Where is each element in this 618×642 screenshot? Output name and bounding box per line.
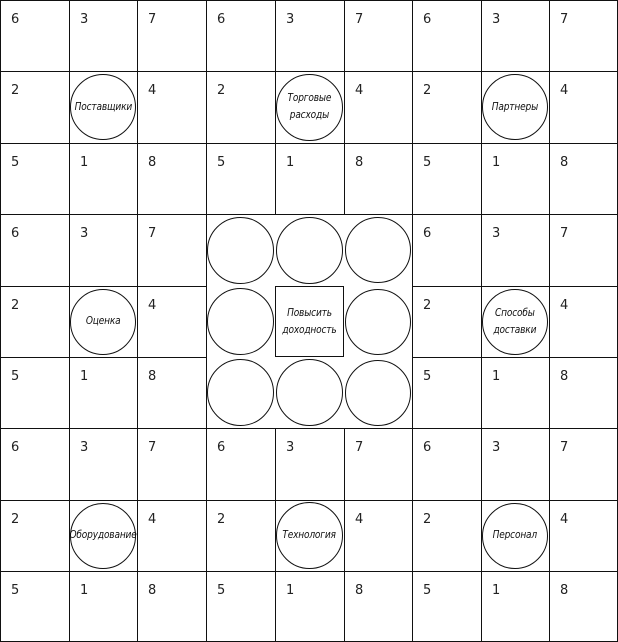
- cell-number: 7: [560, 226, 569, 241]
- cell-number: 4: [148, 298, 157, 313]
- grid-cell: [137, 428, 206, 500]
- grid-cell: [549, 286, 618, 357]
- grid-cell: [0, 0, 69, 71]
- grid-cell: [0, 571, 69, 642]
- central-goal-box: [275, 286, 344, 357]
- empty-circle: [207, 288, 274, 355]
- grid-cell: [69, 143, 137, 214]
- cell-number: 2: [11, 298, 20, 313]
- cell-number: 5: [217, 155, 226, 170]
- topic-circle: [482, 503, 548, 569]
- cell-number: 1: [492, 583, 501, 598]
- central-goal-label: Повысить доходность: [282, 306, 337, 336]
- grid-cell: [0, 71, 69, 143]
- cell-number: 7: [148, 12, 157, 27]
- cell-number: 1: [492, 369, 501, 384]
- cell-number: 7: [148, 226, 157, 241]
- empty-circle: [207, 359, 274, 426]
- cell-number: 5: [11, 583, 20, 598]
- cell-number: 2: [11, 83, 20, 98]
- grid-cell: [0, 286, 69, 357]
- cell-number: 3: [286, 12, 295, 27]
- grid-cell: [206, 0, 275, 71]
- grid-cell: [412, 428, 481, 500]
- cell-number: 8: [355, 583, 364, 598]
- cell-number: 3: [492, 440, 501, 455]
- grid-cell: [0, 357, 69, 428]
- cell-number: 4: [355, 83, 364, 98]
- grid-cell: [69, 214, 137, 286]
- grid-cell: [275, 0, 344, 71]
- topic-circle: [70, 74, 136, 140]
- topic-circle: [70, 289, 136, 355]
- grid-cell: [412, 500, 481, 571]
- cell-number: 6: [11, 12, 20, 27]
- cell-number: 6: [11, 226, 20, 241]
- topic-circle: [70, 503, 136, 569]
- grid-cell: [137, 214, 206, 286]
- grid-cell: [0, 500, 69, 571]
- cell-number: 5: [423, 369, 432, 384]
- cell-number: 6: [423, 440, 432, 455]
- cell-number: 6: [423, 226, 432, 241]
- grid-cell: [412, 286, 481, 357]
- cell-number: 2: [11, 512, 20, 527]
- grid-cell: [549, 500, 618, 571]
- grid-cell: [0, 428, 69, 500]
- topic-label: Способы доставки: [493, 306, 537, 336]
- topic-circle: [482, 289, 548, 355]
- cell-number: 5: [11, 155, 20, 170]
- cell-number: 6: [217, 440, 226, 455]
- grid-cell: [137, 500, 206, 571]
- cell-number: 7: [148, 440, 157, 455]
- cell-number: 4: [148, 83, 157, 98]
- topic-label: Технология: [282, 529, 337, 541]
- cell-number: 8: [560, 369, 569, 384]
- cell-number: 7: [560, 440, 569, 455]
- cell-number: 1: [80, 583, 89, 598]
- grid-cell: [481, 571, 549, 642]
- topic-circle: [276, 74, 343, 141]
- grid-cell: [137, 357, 206, 428]
- grid-cell: [344, 428, 412, 500]
- cell-number: 4: [560, 512, 569, 527]
- grid-cell: [69, 357, 137, 428]
- cell-number: 1: [80, 369, 89, 384]
- cell-number: 4: [560, 298, 569, 313]
- grid-cell: [275, 571, 344, 642]
- cell-number: 3: [492, 226, 501, 241]
- grid-cell: [549, 571, 618, 642]
- cell-number: 7: [560, 12, 569, 27]
- grid-cell: [481, 357, 549, 428]
- cell-number: 8: [560, 155, 569, 170]
- empty-circle: [276, 217, 343, 284]
- cell-number: 2: [423, 512, 432, 527]
- topic-label: Партнеры: [491, 100, 539, 113]
- cell-number: 4: [560, 83, 569, 98]
- cell-number: 8: [560, 583, 569, 598]
- cell-number: 2: [423, 83, 432, 98]
- grid-cell: [549, 71, 618, 143]
- grid-cell: [0, 214, 69, 286]
- grid-cell: [549, 357, 618, 428]
- cell-number: 8: [148, 155, 157, 170]
- grid-cell: [344, 71, 412, 143]
- grid-cell: [481, 214, 549, 286]
- cell-number: 6: [423, 12, 432, 27]
- grid-cell: [137, 143, 206, 214]
- cell-number: 5: [423, 155, 432, 170]
- grid-cell: [137, 286, 206, 357]
- empty-circle: [345, 289, 411, 355]
- grid-cell: [69, 0, 137, 71]
- topic-label: Персонал: [492, 529, 538, 541]
- topic-label: Оборудование: [69, 529, 137, 541]
- grid-cell: [275, 143, 344, 214]
- grid-cell: [412, 143, 481, 214]
- cell-number: 1: [80, 155, 89, 170]
- grid-cell: [275, 428, 344, 500]
- grid-cell: [549, 143, 618, 214]
- empty-circle: [345, 217, 411, 283]
- grid-cell: [412, 214, 481, 286]
- topic-circle: [482, 74, 548, 140]
- grid-cell: [344, 0, 412, 71]
- cell-number: 3: [80, 12, 89, 27]
- grid-cell: [412, 571, 481, 642]
- grid-cell: [481, 143, 549, 214]
- cell-number: 4: [355, 512, 364, 527]
- grid-cell: [344, 143, 412, 214]
- topic-circle: [276, 502, 343, 569]
- grid-cell: [69, 428, 137, 500]
- grid-cell: [481, 428, 549, 500]
- grid-cell: [137, 571, 206, 642]
- cell-number: 7: [355, 440, 364, 455]
- cell-number: 8: [148, 369, 157, 384]
- cell-number: 7: [355, 12, 364, 27]
- grid-cell: [206, 71, 275, 143]
- cell-number: 5: [423, 583, 432, 598]
- cell-number: 6: [217, 12, 226, 27]
- topic-label: Торговые расходы: [287, 92, 332, 121]
- cell-number: 4: [148, 512, 157, 527]
- cell-number: 3: [80, 226, 89, 241]
- cell-number: 5: [217, 583, 226, 598]
- cell-number: 8: [148, 583, 157, 598]
- cell-number: 3: [286, 440, 295, 455]
- empty-circle: [345, 360, 411, 426]
- cell-number: 2: [423, 298, 432, 313]
- cell-number: 6: [11, 440, 20, 455]
- cell-number: 1: [492, 155, 501, 170]
- empty-circle: [276, 359, 343, 426]
- cell-number: 1: [286, 583, 295, 598]
- grid-cell: [344, 500, 412, 571]
- grid-cell: [549, 428, 618, 500]
- grid-cell: [0, 143, 69, 214]
- grid-cell: [481, 0, 549, 71]
- grid-cell: [69, 571, 137, 642]
- grid-cell: [344, 571, 412, 642]
- empty-circle: [207, 217, 274, 284]
- grid-cell: [137, 0, 206, 71]
- grid-cell: [137, 71, 206, 143]
- cell-number: 1: [286, 155, 295, 170]
- topic-label: Поставщики: [74, 100, 132, 113]
- grid-cell: [206, 571, 275, 642]
- cell-number: 2: [217, 512, 226, 527]
- grid-cell: [549, 214, 618, 286]
- cell-number: 5: [11, 369, 20, 384]
- grid-cell: [206, 500, 275, 571]
- grid-cell: [412, 0, 481, 71]
- grid-cell: [206, 428, 275, 500]
- grid-cell: [549, 0, 618, 71]
- topic-label: Оценка: [85, 315, 121, 327]
- cell-number: 3: [492, 12, 501, 27]
- cell-number: 2: [217, 83, 226, 98]
- grid-cell: [412, 71, 481, 143]
- cell-number: 3: [80, 440, 89, 455]
- cell-number: 8: [355, 155, 364, 170]
- grid-cell: [206, 143, 275, 214]
- grid-cell: [412, 357, 481, 428]
